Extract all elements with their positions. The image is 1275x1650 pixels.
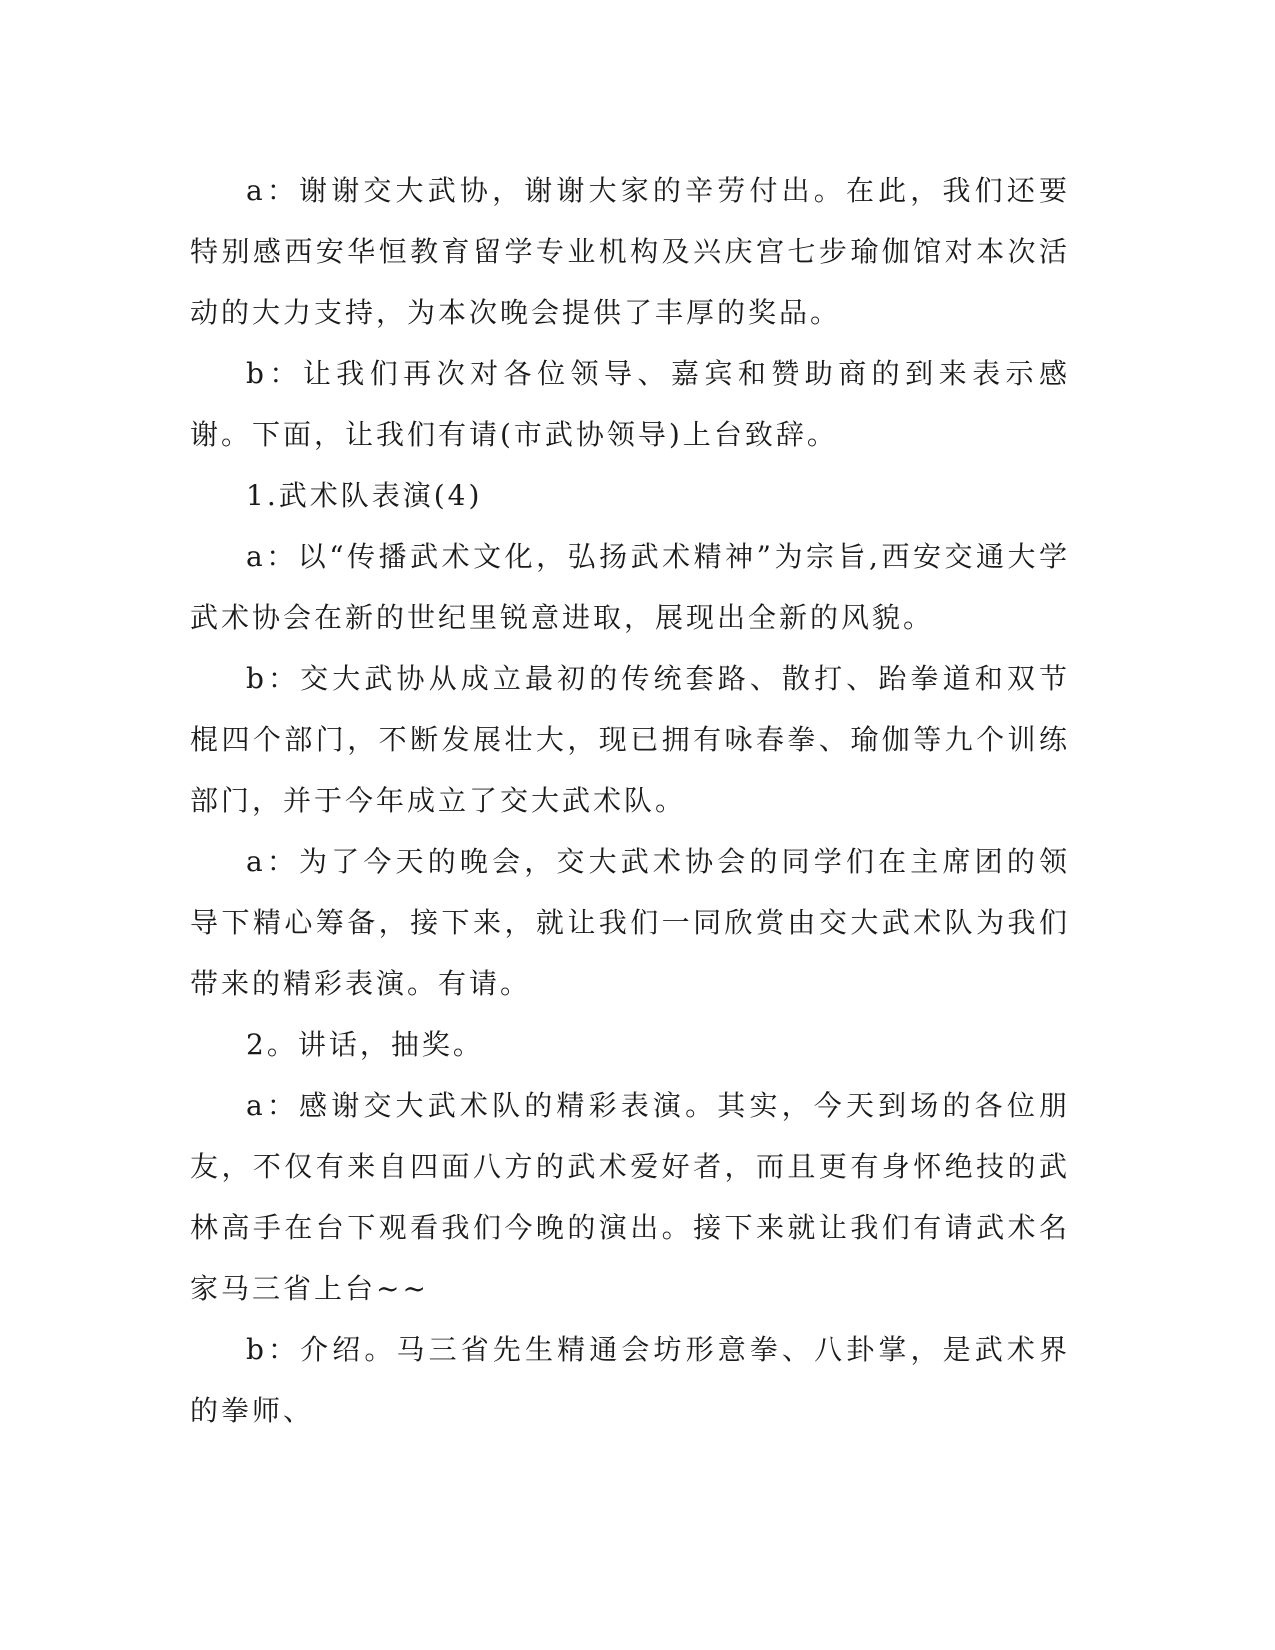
paragraph-association-history: b：交大武协从成立最初的传统套路、散打、跆拳道和双节棍四个部门，不断发展壮大，现已拥有咏春拳、瑜伽等九个训练部门，并于今年成立了交大武术队。 xyxy=(190,662,1070,817)
paragraph-performance-intro: a：为了今天的晚会，交大武术协会的同学们在主席团的领导下精心筹备，接下来，就让我们一同欣赏由交大武术队为我们带来的精彩表演。有请。 xyxy=(190,845,1070,1000)
paragraph-thanks-sponsors: a：谢谢交大武协，谢谢大家的辛劳付出。在此，我们还要特别感西安华恒教育留学专业机构及兴庆宫七步瑜伽馆对本次活动的大力支持，为本次晚会提供了丰厚的奖品。 xyxy=(190,174,1070,329)
paragraph-thanks-performance: a：感谢交大武术队的精彩表演。其实，今天到场的各位朋友，不仅有来自四面八方的武术爱好者，而且更有身怀绝技的武林高手在台下观看我们今晚的演出。接下来就让我们有请武术名家马三省上台~~ xyxy=(190,1089,1070,1305)
paragraph-association-purpose: a：以“传播武术文化，弘扬武术精神”为宗旨,西安交通大学武术协会在新的世纪里锐意进取，展现出全新的风貌。 xyxy=(190,540,1070,634)
section-heading-martial-arts-show: 1.武术队表演(4) xyxy=(246,479,483,512)
section-heading-speech-lottery: 2。讲话，抽奖。 xyxy=(246,1028,484,1061)
document-body xyxy=(190,160,1070,1441)
paragraph-invite-leader: b：让我们再次对各位领导、嘉宾和赞助商的到来表示感谢。下面，让我们有请(市武协领导)上台致辞。 xyxy=(190,357,1070,451)
paragraph-guest-introduction: b：介绍。马三省先生精通会坊形意拳、八卦掌，是武术界的拳师、 xyxy=(190,1333,1070,1427)
